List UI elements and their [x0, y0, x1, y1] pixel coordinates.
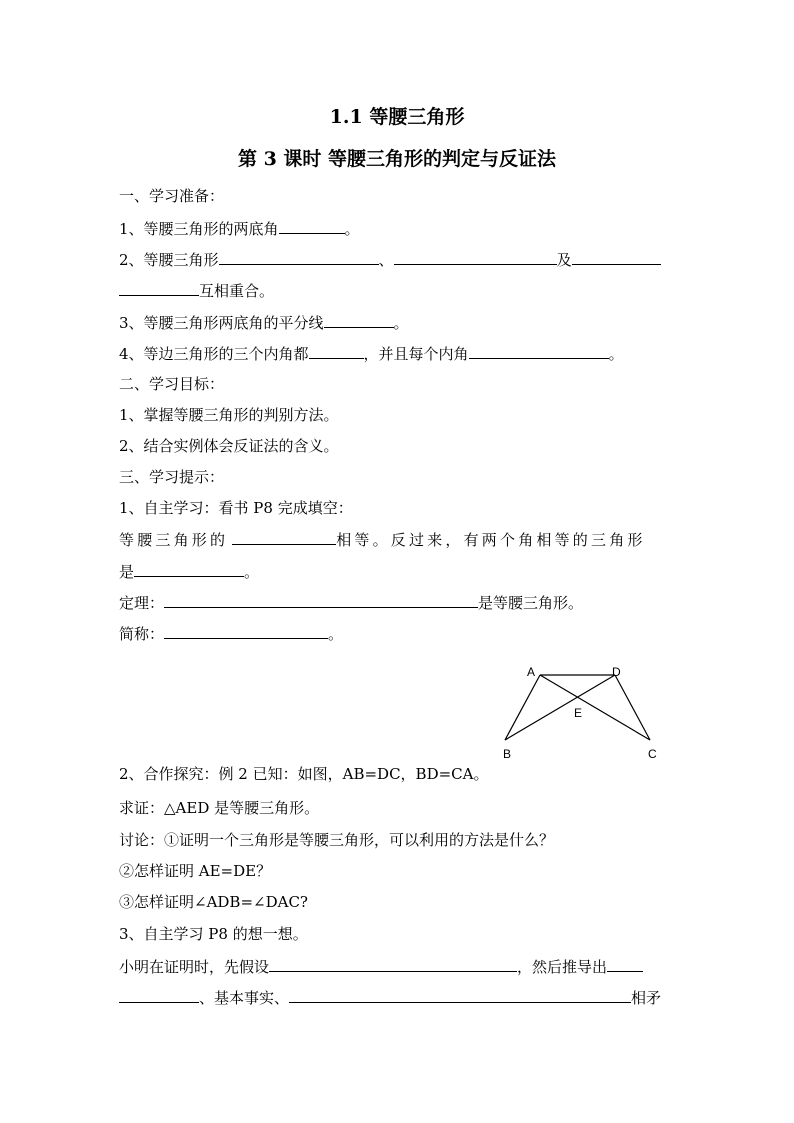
goal-1: 1、掌握等腰三角形的判别方法。 — [119, 406, 339, 424]
section-heading-prep: 一、学习准备： — [119, 187, 225, 205]
prep-question-3: 3、等腰三角形两底角的平分线 。 — [119, 314, 409, 332]
triangle-figure — [495, 655, 675, 765]
hint-3: 3、自主学习 P8 的想一想。 — [119, 925, 308, 943]
section-heading-hints: 三、学习提示： — [119, 468, 225, 486]
fill-sentence-cont: 是 。 — [119, 563, 260, 581]
segment-AC — [540, 675, 650, 740]
answer-blank[interactable] — [269, 956, 517, 972]
page-title: 1.1 等腰三角形 — [329, 106, 465, 128]
label-A: A — [527, 665, 536, 679]
answer-blank[interactable] — [164, 592, 478, 608]
answer-blank[interactable] — [572, 249, 661, 265]
segment-BD — [505, 675, 615, 740]
discussion-2: ②怎样证明 AE=DE？ — [119, 862, 272, 880]
hint-1: 1、自主学习：看书 P8 完成填空： — [119, 499, 353, 517]
short-name-line: 简称： 。 — [119, 625, 344, 643]
answer-blank[interactable] — [469, 343, 609, 359]
theorem-line: 定理： 是等腰三角形。 — [119, 594, 584, 612]
answer-blank[interactable] — [219, 249, 379, 265]
xiaoming-sentence: 小明在证明时，先假设 ，然后推导出 — [119, 956, 675, 977]
discussion-1: 讨论：①证明一个三角形是等腰三角形，可以利用的方法是什么？ — [119, 831, 555, 849]
label-D: D — [612, 665, 621, 679]
fill-sentence: 等腰三角形的 相等。反过来，有两个角相等的三角形 — [119, 531, 646, 549]
answer-blank[interactable] — [607, 956, 643, 972]
answer-blank[interactable] — [232, 529, 336, 545]
answer-blank[interactable] — [324, 312, 394, 328]
prove-statement: 求证：△AED 是等腰三角形。 — [119, 799, 320, 817]
label-C: C — [648, 747, 657, 761]
answer-blank[interactable] — [164, 623, 328, 639]
answer-blank[interactable] — [279, 218, 345, 234]
prep-question-4: 4、等边三角形的三个内角都 ，并且每个内角 。 — [119, 345, 624, 363]
answer-blank[interactable] — [119, 280, 199, 296]
prep-question-2: 2、等腰三角形 、 及 — [119, 249, 675, 270]
answer-blank[interactable] — [289, 987, 631, 1003]
label-E: E — [574, 706, 583, 720]
goal-2: 2、结合实例体会反证法的含义。 — [119, 437, 339, 455]
xiaoming-sentence-cont: 、基本事实、 相矛 — [119, 987, 675, 1008]
lesson-subtitle: 第 3 课时 等腰三角形的判定与反证法 — [237, 148, 557, 170]
section-heading-goals: 二、学习目标： — [119, 375, 225, 393]
hint-2: 2、合作探究：例 2 已知：如图，AB=DC，BD=CA。 — [119, 765, 489, 783]
answer-blank[interactable] — [309, 343, 364, 359]
answer-blank[interactable] — [394, 249, 557, 265]
prep-question-1: 1、等腰三角形的两底角 。 — [119, 220, 360, 238]
discussion-3: ③怎样证明∠ADB=∠DAC? — [119, 893, 308, 911]
prep-question-2-cont: 互相重合。 — [119, 280, 675, 301]
answer-blank[interactable] — [119, 987, 199, 1003]
answer-blank[interactable] — [134, 561, 244, 577]
label-B: B — [503, 747, 512, 761]
